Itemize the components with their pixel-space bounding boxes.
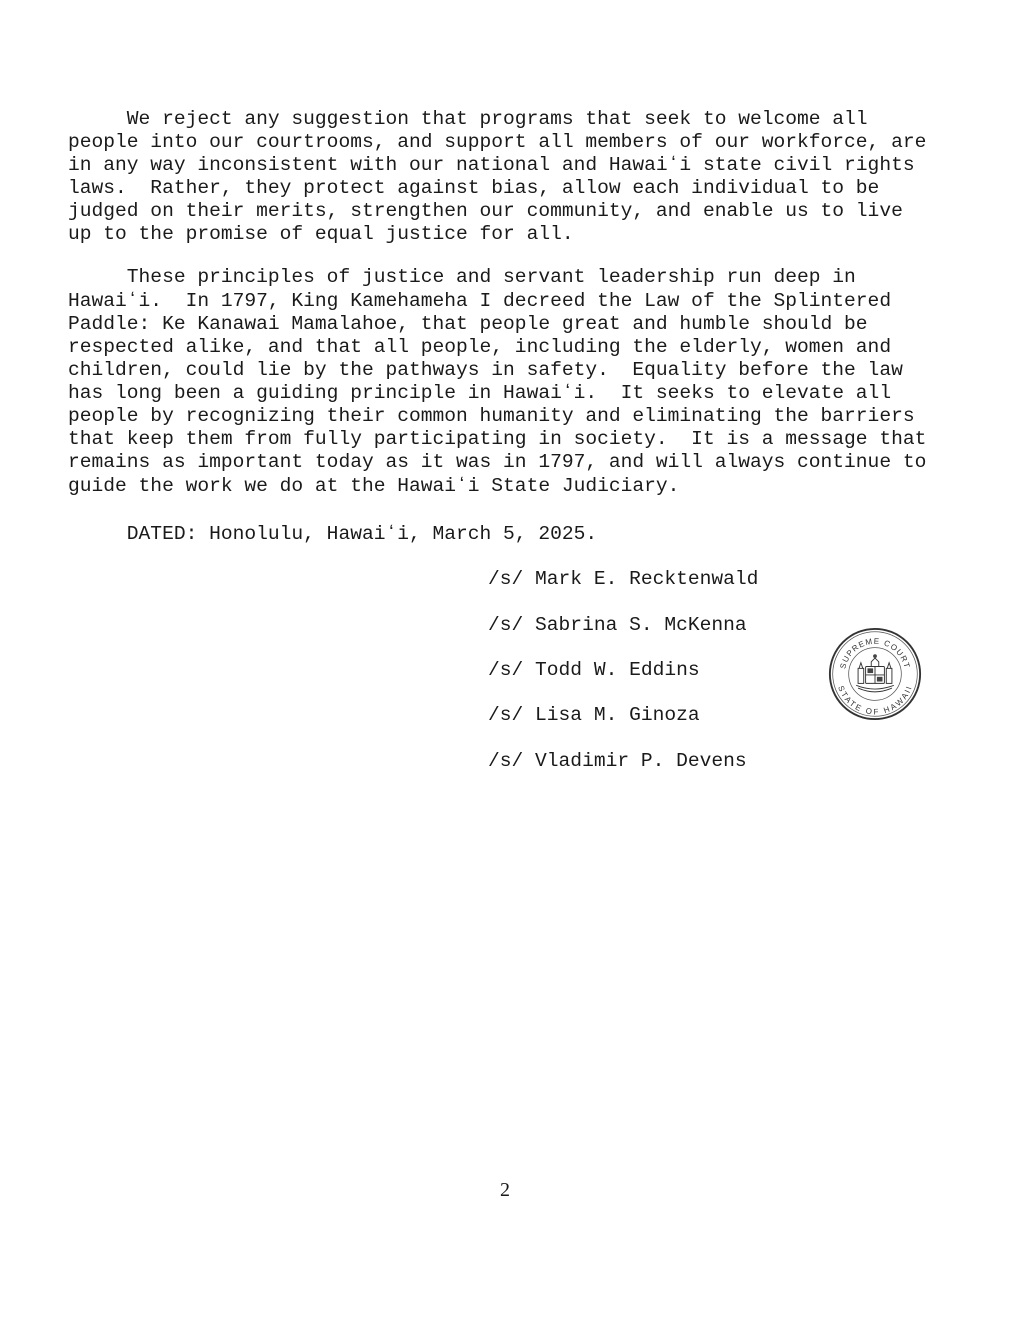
paragraph-line: that keep them from fully participating in society. It is a message that bbox=[68, 428, 927, 450]
signature-line: /s/ Vladimir P. Devens bbox=[488, 750, 747, 772]
signature-line: /s/ Mark E. Recktenwald bbox=[488, 568, 759, 590]
paragraph-line: remains as important today as it was in 1797, and will always continue to bbox=[68, 451, 927, 473]
seal-top-text: SUPREME COURT bbox=[838, 636, 912, 670]
paragraph-line: people into our courtrooms, and support all members of our workforce, are bbox=[68, 131, 927, 153]
paragraph-line: laws. Rather, they protect against bias, allow each individual to be bbox=[68, 177, 880, 199]
court-seal-icon bbox=[828, 627, 922, 721]
paragraph-line: in any way inconsistent with our national and Hawaiʻi state civil rights bbox=[68, 154, 915, 176]
paragraph-line: We reject any suggestion that programs that seek to welcome all bbox=[68, 108, 868, 130]
page-number: 2 bbox=[500, 1179, 510, 1201]
paragraph-line: people by recognizing their common humanity and eliminating the barriers bbox=[68, 405, 915, 427]
paragraph-line: judged on their merits, strengthen our community, and enable us to live bbox=[68, 200, 903, 222]
paragraph-line: guide the work we do at the Hawaiʻi State Judiciary. bbox=[68, 475, 680, 497]
signature-line: /s/ Todd W. Eddins bbox=[488, 659, 700, 681]
seal-bottom-text: STATE OF HAWAII bbox=[836, 684, 914, 717]
dated-line: DATED: Honolulu, Hawaiʻi, March 5, 2025. bbox=[68, 523, 598, 545]
signature-line: /s/ Lisa M. Ginoza bbox=[488, 704, 700, 726]
paragraph-line: up to the promise of equal justice for all. bbox=[68, 223, 574, 245]
paragraph-line: respected alike, and that all people, including the elderly, women and bbox=[68, 336, 892, 358]
paragraph-line: Paddle: Ke Kanawai Mamalahoe, that people great and humble should be bbox=[68, 313, 868, 335]
paragraph-line: Hawaiʻi. In 1797, King Kamehameha I decreed the Law of the Splintered bbox=[68, 290, 892, 312]
paragraph-line: has long been a guiding principle in Hawaiʻi. It seeks to elevate all bbox=[68, 382, 892, 404]
paragraph-line: These principles of justice and servant leadership run deep in bbox=[68, 266, 856, 288]
signature-line: /s/ Sabrina S. McKenna bbox=[488, 614, 747, 636]
paragraph-line: children, could lie by the pathways in safety. Equality before the law bbox=[68, 359, 903, 381]
